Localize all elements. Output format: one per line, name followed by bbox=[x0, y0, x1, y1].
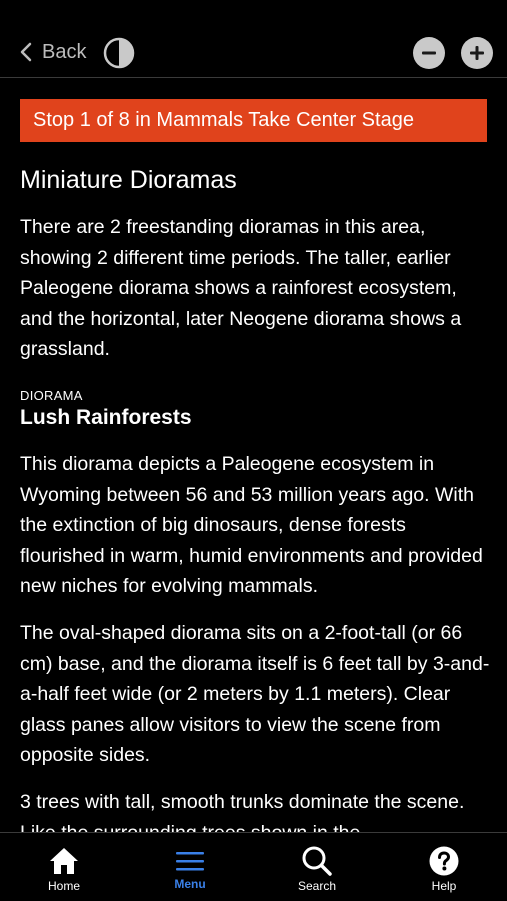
body-paragraph: This diorama depicts a Paleogene ecosystem in Wyoming between 56 and 53 million years ago. With the extinction of big dinosaurs, dense forests flourished in warm, humid environments and provided new niches for evolving mammals. bbox=[20, 453, 483, 597]
tab-help-label: Help bbox=[431, 879, 457, 893]
section-title: Lush Rainforests bbox=[20, 406, 192, 429]
stop-banner[interactable] bbox=[20, 99, 487, 142]
zoom-out-icon bbox=[421, 45, 437, 61]
chevron-left-icon bbox=[20, 42, 32, 62]
section-kicker: DIORAMA bbox=[20, 388, 83, 403]
top-navigation-bar bbox=[0, 0, 507, 78]
zoom-in-icon bbox=[469, 45, 485, 61]
home-icon bbox=[48, 845, 80, 877]
tab-menu-label: Menu bbox=[174, 877, 206, 891]
back-button[interactable] bbox=[20, 36, 86, 68]
help-icon bbox=[428, 845, 460, 877]
tab-home-label: Home bbox=[47, 879, 80, 893]
search-icon bbox=[301, 845, 333, 877]
zoom-in-button[interactable] bbox=[461, 37, 493, 69]
page-title: Miniature Dioramas bbox=[20, 166, 237, 194]
contrast-icon[interactable] bbox=[103, 37, 135, 69]
tab-help[interactable] bbox=[404, 833, 484, 901]
tab-search-label: Search bbox=[297, 879, 337, 893]
stop-banner-label: Stop 1 of 8 in Mammals Take Center Stage bbox=[33, 109, 414, 131]
intro-paragraph: There are 2 freestanding dioramas in this area, showing 2 different time periods. The taller, earlier Paleogene diorama shows a rainforest ecosystem, and the horizontal, later Neogene diorama shows a grassland. bbox=[20, 216, 462, 360]
tab-search[interactable] bbox=[277, 833, 357, 901]
zoom-out-button[interactable] bbox=[413, 37, 445, 69]
back-label: Back bbox=[42, 40, 87, 63]
bottom-tab-bar bbox=[0, 832, 507, 900]
body-paragraph: 3 trees with tall, smooth trunks dominate the scene. bbox=[20, 791, 465, 813]
tab-home[interactable] bbox=[24, 833, 104, 901]
article-content[interactable] bbox=[0, 78, 507, 832]
tab-menu[interactable] bbox=[150, 833, 230, 901]
body-paragraph: The oval-shaped diorama sits on a 2-foot-tall (or 66 cm) base, and the diorama itself is 6 feet tall by 3-and-a-half feet wide (or 2 meters by 1.1 meters). Clear glass panes allow visitors to view the scene from opposite sides. bbox=[20, 622, 490, 766]
menu-icon bbox=[174, 845, 206, 877]
